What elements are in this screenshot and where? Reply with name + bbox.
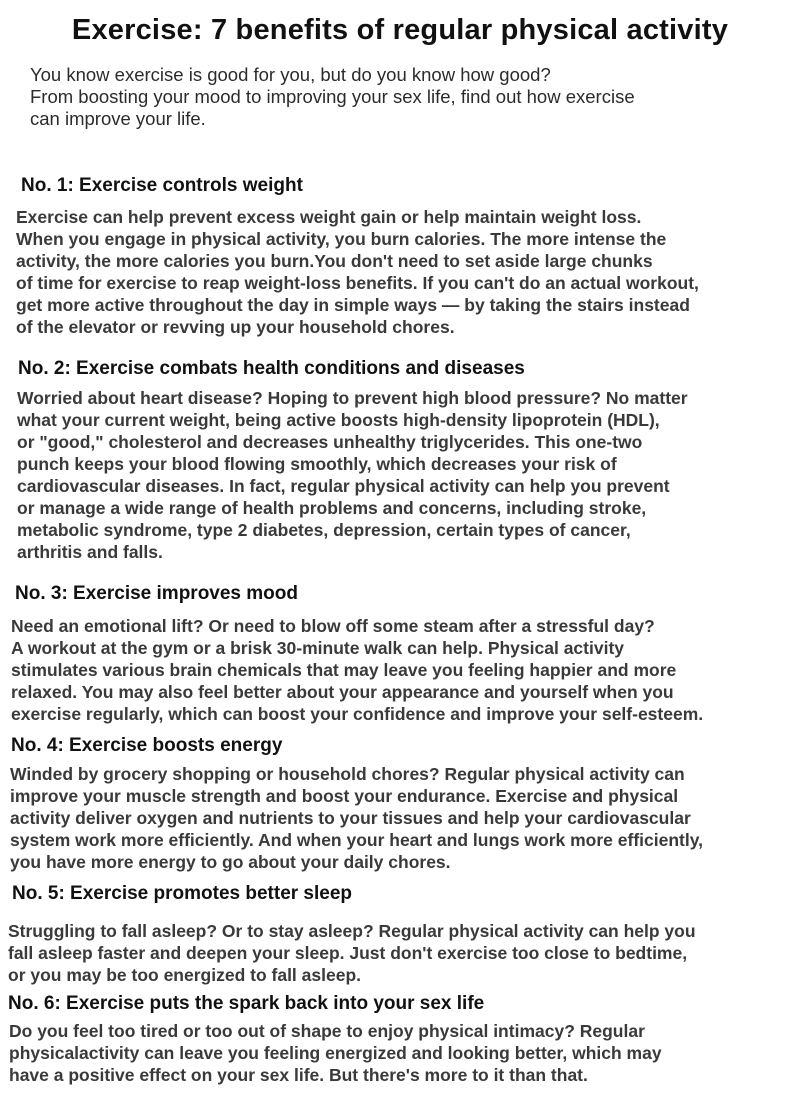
body-line: fall asleep faster and deepen your sleep. Just don't exercise too close to bedtime, bbox=[8, 943, 688, 963]
section-5-body bbox=[8, 920, 696, 986]
body-line: of the elevator or revving up your household chores. bbox=[16, 317, 455, 337]
body-line: Worried about heart disease? Hoping to prevent high blood pressure? No matter bbox=[17, 388, 688, 408]
body-line: metabolic syndrome, type 2 diabetes, depression, certain types of cancer, bbox=[17, 520, 631, 540]
body-line: Struggling to fall asleep? Or to stay asleep? Regular physical activity can help you bbox=[8, 921, 696, 941]
section-6-heading: No. 6: Exercise puts the spark back into your sex life bbox=[8, 993, 485, 1014]
intro-line: From boosting your mood to improving your sex life, find out how exercise bbox=[30, 86, 635, 107]
body-line: punch keeps your blood flowing smoothly, which decreases your risk of bbox=[17, 454, 617, 474]
section-2-heading: No. 2: Exercise combats health conditions and diseases bbox=[18, 358, 525, 379]
body-line: relaxed. You may also feel better about your appearance and yourself when you bbox=[11, 682, 674, 702]
intro-line: can improve your life. bbox=[30, 108, 206, 129]
section-6-body bbox=[9, 1020, 662, 1086]
body-line: you have more energy to go about your daily chores. bbox=[10, 852, 451, 872]
body-line: Winded by grocery shopping or household chores? Regular physical activity can bbox=[10, 764, 685, 784]
body-line: physicalactivity can leave you feeling energized and looking better, which may bbox=[9, 1043, 662, 1063]
section-4-heading: No. 4: Exercise boosts energy bbox=[11, 735, 283, 756]
intro-paragraph bbox=[30, 64, 800, 130]
section-1-body bbox=[16, 206, 699, 338]
body-line: exercise regularly, which can boost your confidence and improve your self-esteem. bbox=[11, 704, 704, 724]
body-line: Exercise can help prevent excess weight gain or help maintain weight loss. bbox=[16, 207, 642, 227]
body-line: get more active throughout the day in simple ways — by taking the stairs instead bbox=[16, 295, 690, 315]
body-line: system work more efficiently. And when your heart and lungs work more efficiently, bbox=[10, 830, 704, 850]
body-line: what your current weight, being active boosts high-density lipoprotein (HDL), bbox=[17, 410, 660, 430]
body-line: Do you feel too tired or too out of shape to enjoy physical intimacy? Regular bbox=[9, 1021, 645, 1041]
body-line: have a positive effect on your sex life. But there's more to it than that. bbox=[9, 1065, 588, 1085]
body-line: or "good," cholesterol and decreases unhealthy triglycerides. This one-two bbox=[17, 432, 643, 452]
page-title: Exercise: 7 benefits of regular physical activity bbox=[71, 14, 729, 46]
section-3-heading: No. 3: Exercise improves mood bbox=[15, 583, 298, 604]
body-line: activity, the more calories you burn.You don't need to set aside large chunks bbox=[16, 251, 653, 271]
section-1-heading: No. 1: Exercise controls weight bbox=[21, 175, 303, 196]
body-line: Need an emotional lift? Or need to blow off some steam after a stressful day? bbox=[11, 616, 655, 636]
body-line: When you engage in physical activity, you burn calories. The more intense the bbox=[16, 229, 667, 249]
section-3-body bbox=[11, 615, 703, 725]
body-line: cardiovascular diseases. In fact, regular physical activity can help you prevent bbox=[17, 476, 670, 496]
body-line: A workout at the gym or a brisk 30-minute walk can help. Physical activity bbox=[11, 638, 625, 658]
body-line: arthritis and falls. bbox=[17, 542, 163, 562]
section-2-body bbox=[17, 387, 688, 563]
section-5-heading: No. 5: Exercise promotes better sleep bbox=[12, 883, 353, 904]
intro-line: You know exercise is good for you, but do you know how good? bbox=[30, 64, 551, 85]
body-line: of time for exercise to reap weight-loss benefits. If you can't do an actual workout, bbox=[16, 273, 699, 293]
body-line: stimulates various brain chemicals that may leave you feeling happier and more bbox=[11, 660, 677, 680]
section-4-body bbox=[10, 763, 703, 873]
body-line: or manage a wide range of health problems and concerns, including stroke, bbox=[17, 498, 647, 518]
body-line: or you may be too energized to fall asleep. bbox=[8, 965, 361, 985]
body-line: improve your muscle strength and boost your endurance. Exercise and physical bbox=[10, 786, 679, 806]
body-line: activity deliver oxygen and nutrients to your tissues and help your cardiovascular bbox=[10, 808, 691, 828]
